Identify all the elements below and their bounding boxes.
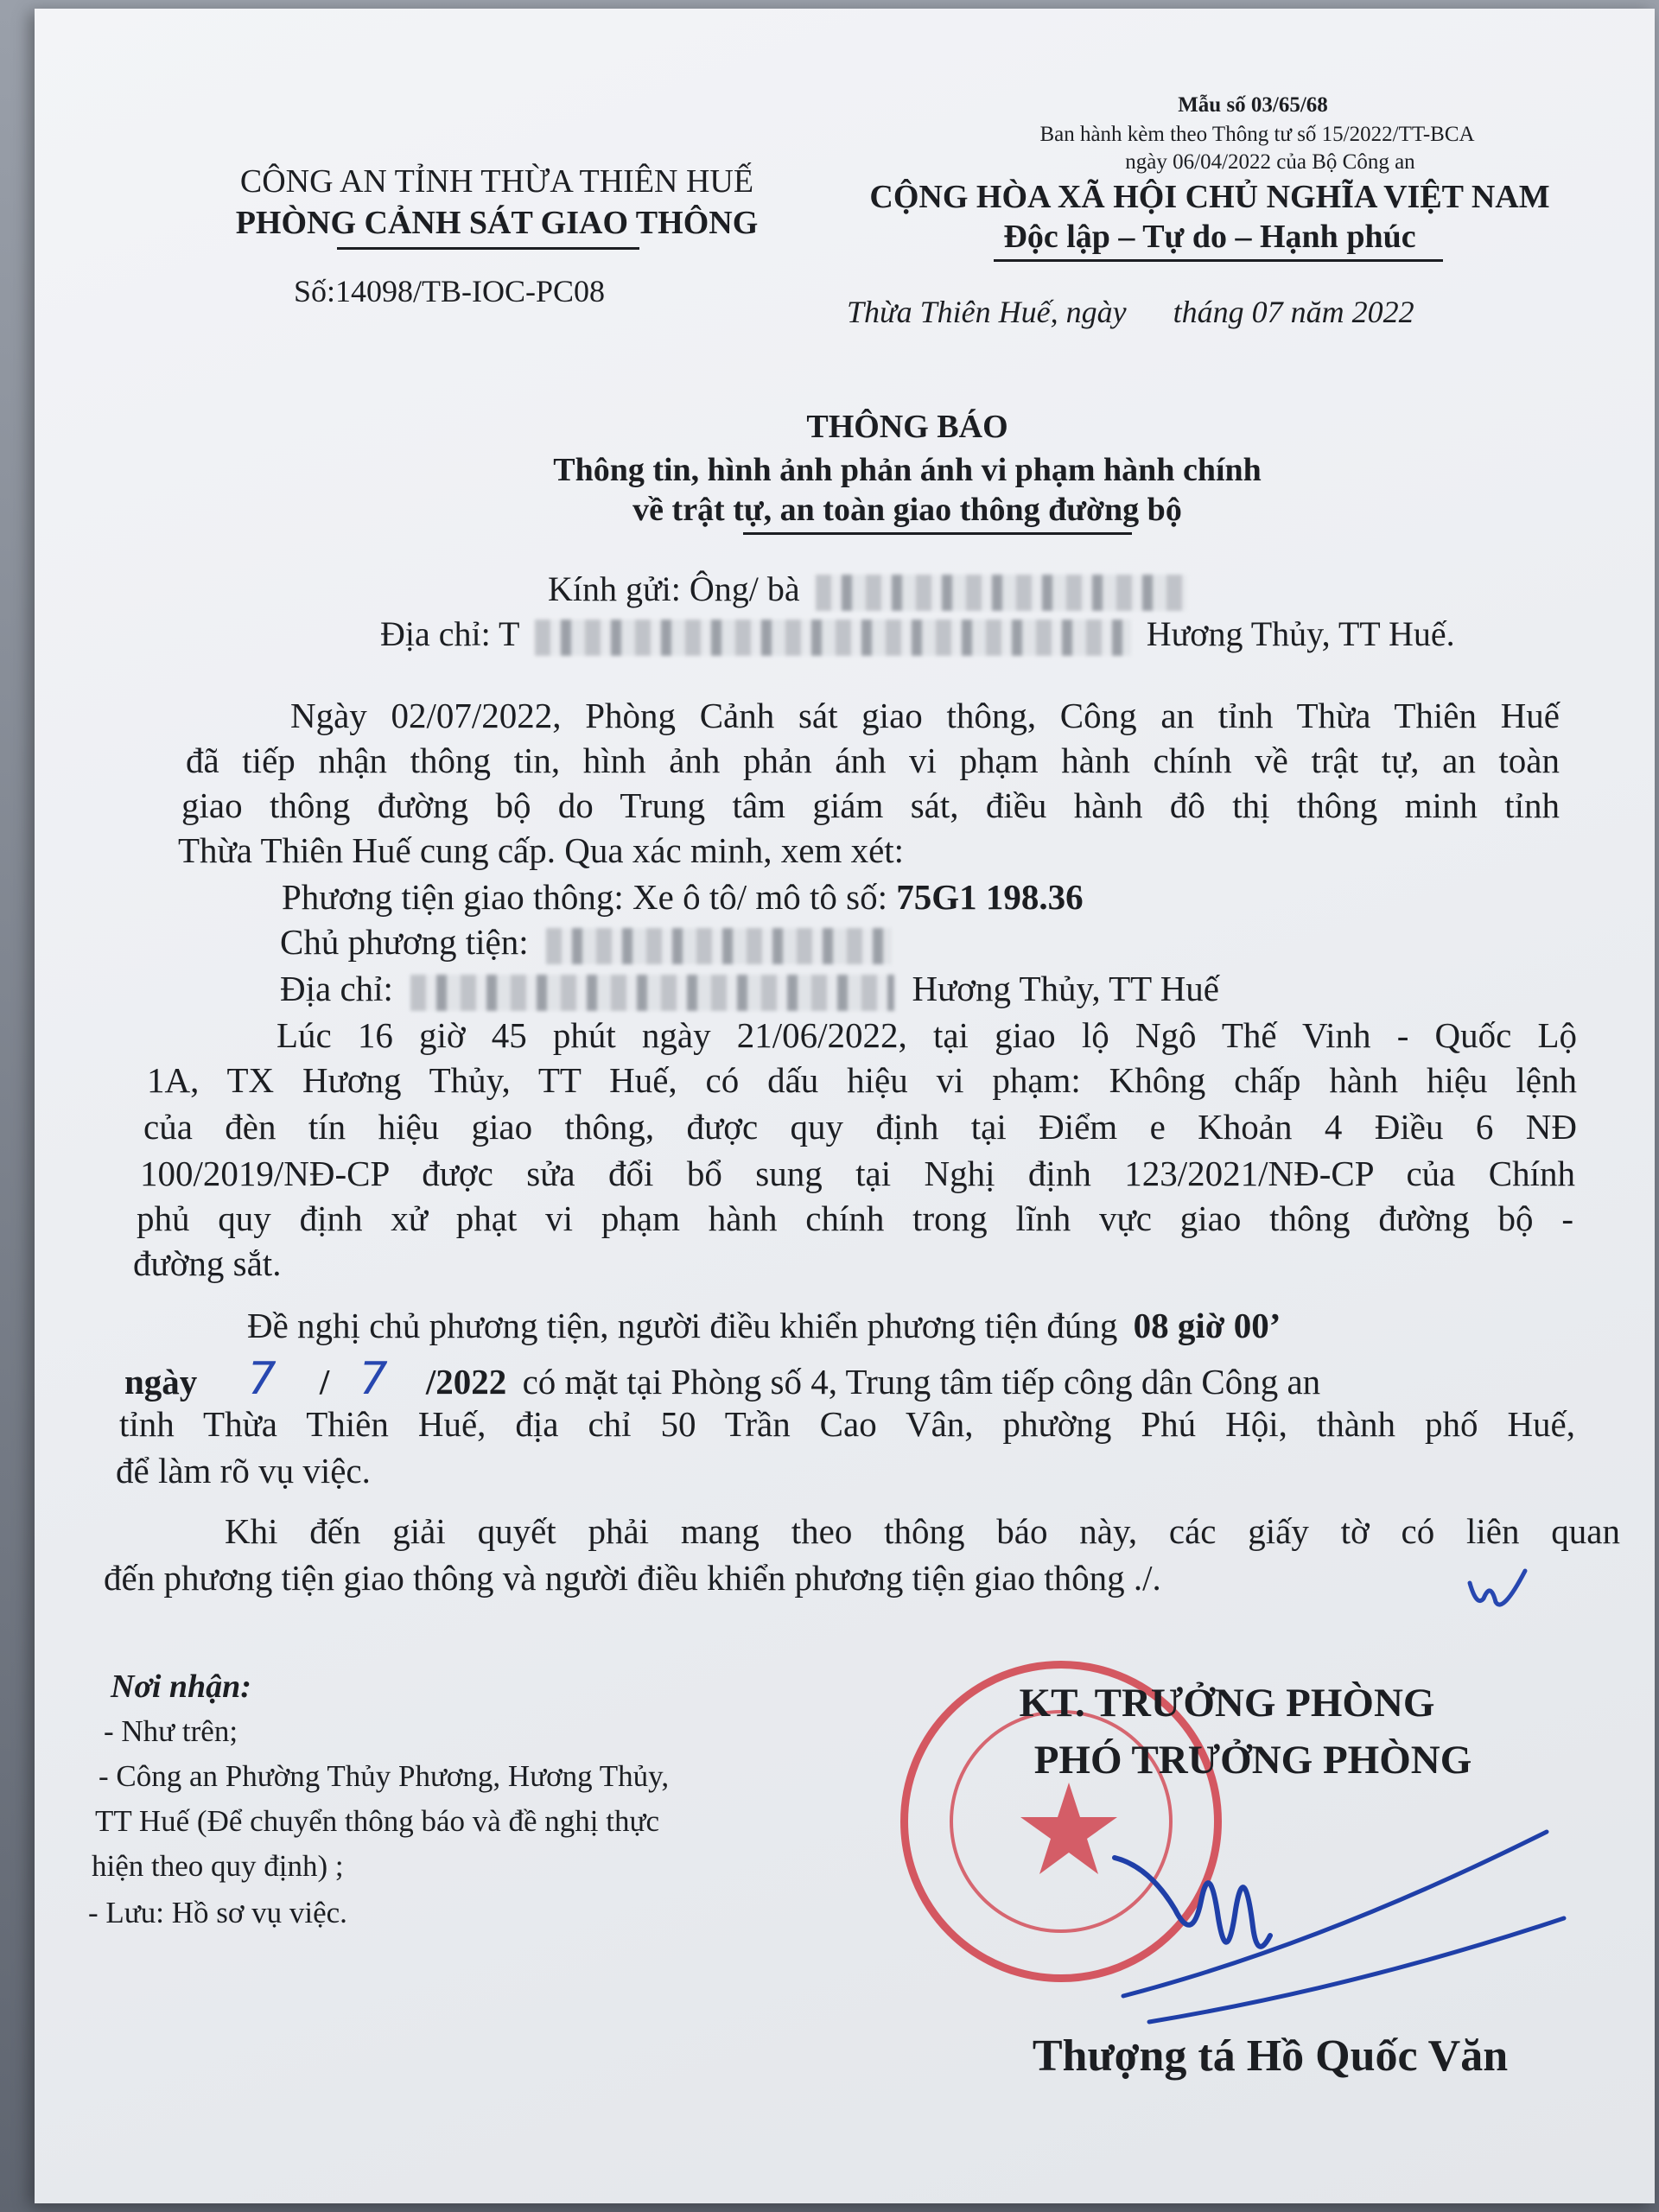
- recipient-greeting: [548, 569, 1187, 611]
- nation-name: CỘNG HÒA XÃ HỘI CHỦ NGHĨA VIỆT NAM: [869, 179, 1550, 215]
- p4-line2: đến phương tiện giao thông và người điều khiển phương tiện giao thông ./.: [104, 1558, 1161, 1598]
- handwritten-mark: [1465, 1564, 1534, 1616]
- recipients-title: Nơi nhận:: [111, 1669, 251, 1705]
- owner-address-line: [280, 968, 1560, 1011]
- date-slash: /: [319, 1362, 330, 1402]
- p3-line1: [247, 1305, 1560, 1346]
- agency-parent: CÔNG AN TỈNH THỪA THIÊN HUẾ: [239, 163, 754, 200]
- p2-line6: đường sắt.: [133, 1243, 282, 1283]
- p3-line2-tail: có mặt tại Phòng số 4, Trung tâm tiếp công dân Công an: [522, 1362, 1321, 1402]
- redacted-name: [816, 575, 1187, 611]
- nation-motto: Độc lập – Tự do – Hạnh phúc: [1003, 219, 1416, 255]
- notice-title: THÔNG BÁO: [806, 409, 1008, 445]
- signature-role-1: KT. TRƯỞNG PHÒNG: [1019, 1681, 1435, 1726]
- handwritten-month: 7: [359, 1353, 388, 1405]
- handwritten-day: 7: [247, 1353, 276, 1405]
- p3-day-label: ngày: [124, 1362, 198, 1402]
- vehicle-label: Phương tiện giao thông: Xe ô tô/ mô tô số:: [282, 877, 888, 917]
- recipient-item-4: hiện theo quy định) ;: [92, 1849, 344, 1883]
- p2-line4: 100/2019/NĐ-CP được sửa đổi bổ sung tại Nghị định 123/2021/NĐ-CP của Chính: [140, 1154, 1575, 1193]
- owner-address-label: Địa chỉ:: [280, 969, 393, 1008]
- p1-line1: Ngày 02/07/2022, Phòng Cảnh sát giao thông, Công an tỉnh Thừa Thiên Huế: [290, 696, 1560, 735]
- recipient-address: [380, 613, 1455, 656]
- document-number: Số:14098/TB-IOC-PC08: [294, 274, 606, 308]
- recipient-item-5: - Lưu: Hồ sơ vụ việc.: [88, 1896, 347, 1929]
- owner-address-tail: Hương Thủy, TT Huế: [912, 969, 1220, 1008]
- p2-line1: Lúc 16 giờ 45 phút ngày 21/06/2022, tại giao lộ Ngô Thế Vinh - Quốc Lộ: [276, 1015, 1577, 1055]
- address-tail: Hương Thủy, TT Huế.: [1146, 614, 1455, 653]
- p1-line4: Thừa Thiên Huế cung cấp. Qua xác minh, xem xét:: [178, 830, 905, 870]
- owner-line: [280, 921, 1560, 964]
- signer-name: Thượng tá Hồ Quốc Văn: [1032, 2031, 1509, 2081]
- recipient-item-1: - Như trên;: [104, 1714, 238, 1748]
- greeting-label: Kính gửi: Ông/ bà: [548, 569, 800, 608]
- redacted-address: [535, 620, 1131, 656]
- document-page: [35, 9, 1655, 2203]
- p3-text: Đề nghị chủ phương tiện, người điều khiển phương tiện đúng: [247, 1306, 1118, 1345]
- p1-line3: giao thông đường bộ do Trung tâm giám sát, điều hành đô thị thông minh tỉnh: [181, 785, 1560, 825]
- motto-underline: [994, 259, 1443, 262]
- p2-line2: 1A, TX Hương Thủy, TT Huế, có dấu hiệu vi phạm: Không chấp hành hiệu lệnh: [147, 1060, 1577, 1100]
- p4-line1: Khi đến giải quyết phải mang theo thông báo này, các giấy tờ có liên quan: [225, 1511, 1620, 1551]
- handwritten-signature: [1097, 1806, 1581, 2031]
- vehicle-plate: 75G1 198.36: [896, 877, 1084, 917]
- recipient-item-2: - Công an Phường Thủy Phương, Hương Thủy,: [99, 1759, 670, 1793]
- p3-line2: [124, 1353, 1560, 1405]
- vehicle-line: [282, 876, 1560, 918]
- agency-underline: [337, 247, 639, 250]
- p2-line3: của đèn tín hiệu giao thông, được quy định tại Điểm e Khoản 4 Điều 6 NĐ: [143, 1107, 1577, 1147]
- redacted-owner-address: [410, 975, 894, 1011]
- address-label: Địa chỉ: T: [380, 614, 519, 653]
- p1-line2: đã tiếp nhận thông tin, hình ảnh phản ánh vi phạm hành chính về trật tự, an toàn: [186, 741, 1560, 780]
- form-ref-line1: Ban hành kèm theo Thông tư số 15/2022/TT-BCA: [1039, 123, 1475, 146]
- title-underline: [743, 532, 1132, 535]
- recipient-item-3: TT Huế (Để chuyển thông báo và đề nghị thực: [95, 1804, 660, 1838]
- p3-line4: để làm rõ vụ việc.: [116, 1451, 371, 1491]
- place-date: Thừa Thiên Huế, ngày tháng 07 năm 2022: [847, 295, 1414, 329]
- p2-line5: phủ quy định xử phạt vi phạm hành chính trong lĩnh vực giao thông đường bộ -: [137, 1198, 1573, 1238]
- notice-subtitle-1: Thông tin, hình ảnh phản ánh vi phạm hành chính: [553, 452, 1262, 488]
- redacted-owner: [546, 928, 892, 964]
- form-ref-line2: ngày 06/04/2022 của Bộ Công an: [1125, 150, 1415, 174]
- owner-label: Chủ phương tiện:: [280, 922, 529, 962]
- form-number: Mẫu số 03/65/68: [1178, 93, 1328, 117]
- agency-office: PHÒNG CẢNH SÁT GIAO THÔNG: [235, 205, 759, 241]
- signature-role-2: PHÓ TRƯỞNG PHÒNG: [1033, 1738, 1472, 1783]
- p3-time: 08 giờ 00’: [1133, 1306, 1281, 1345]
- notice-subtitle-2: về trật tự, an toàn giao thông đường bộ: [632, 492, 1182, 528]
- p3-line3: tỉnh Thừa Thiên Huế, địa chỉ 50 Trần Cao Vân, phường Phú Hội, thành phố Huế,: [119, 1404, 1575, 1444]
- p3-year: /2022: [425, 1362, 507, 1402]
